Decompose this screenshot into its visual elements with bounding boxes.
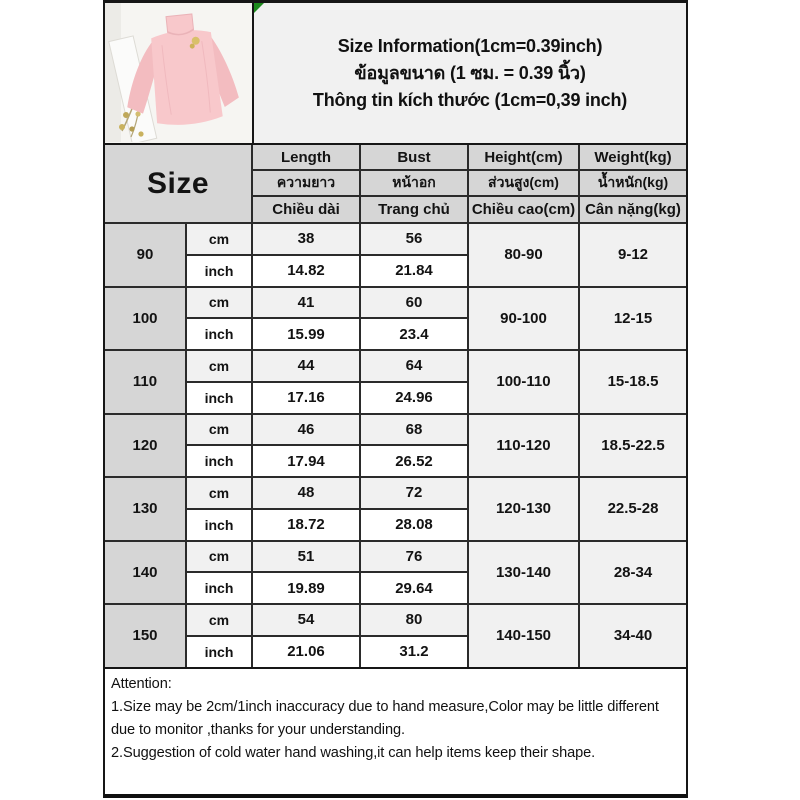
height-range-value: 140-150 — [469, 605, 578, 667]
length-cm-value: 46 — [253, 415, 359, 445]
size-table — [103, 143, 688, 669]
length-cm-value: 44 — [253, 351, 359, 381]
size-value: 130 — [105, 478, 185, 540]
col-header-length-vi: Chiều dài — [253, 197, 359, 222]
bust-cm-value: 64 — [361, 351, 467, 381]
title-vietnamese: Thông tin kích thước (1cm=0,39 inch) — [312, 89, 628, 110]
col-header-weight-th: น้ำหนัก(kg) — [580, 171, 686, 195]
col-header-bust-vi: Trang chủ — [361, 197, 467, 222]
weight-range-value: 34-40 — [580, 605, 686, 667]
bust-cm-value: 80 — [361, 605, 467, 635]
unit-label-inch: inch — [187, 383, 251, 413]
bust-inch-value: 29.64 — [361, 573, 467, 603]
length-inch-value: 18.72 — [253, 510, 359, 540]
bust-inch-value: 26.52 — [361, 446, 467, 476]
bust-cm-value: 68 — [361, 415, 467, 445]
height-range-value: 100-110 — [469, 351, 578, 413]
header-section — [103, 0, 688, 143]
weight-range-value: 15-18.5 — [580, 351, 686, 413]
unit-label-inch: inch — [187, 446, 251, 476]
height-range-value: 80-90 — [469, 224, 578, 286]
attention-line-1: 1.Size may be 2cm/1inch inaccuracy due to hand measure,Color may be little different due to monitor ,thanks for your understanding. — [111, 698, 659, 738]
weight-range-value: 28-34 — [580, 542, 686, 604]
bust-inch-value: 23.4 — [361, 319, 467, 349]
size-value: 100 — [105, 288, 185, 350]
unit-label-cm: cm — [187, 351, 251, 381]
bust-inch-value: 31.2 — [361, 637, 467, 667]
length-inch-value: 19.89 — [253, 573, 359, 603]
length-cm-value: 54 — [253, 605, 359, 635]
size-chart-sheet — [103, 0, 688, 798]
attention-line-2: 2.Suggestion of cold water hand washing,it can help items keep their shape. — [111, 744, 596, 761]
length-cm-value: 41 — [253, 288, 359, 318]
length-inch-value: 15.99 — [253, 319, 359, 349]
length-cm-value: 51 — [253, 542, 359, 572]
title-block — [254, 3, 686, 143]
col-header-weight-en: Weight(kg) — [580, 145, 686, 169]
length-cm-value: 48 — [253, 478, 359, 508]
unit-label-cm: cm — [187, 542, 251, 572]
col-header-height-th: ส่วนสูง(cm) — [469, 171, 578, 195]
length-inch-value: 14.82 — [253, 256, 359, 286]
col-header-length-en: Length — [253, 145, 359, 169]
title-english: Size Information(1cm=0.39inch) — [337, 35, 603, 56]
unit-label-cm: cm — [187, 478, 251, 508]
bust-inch-value: 24.96 — [361, 383, 467, 413]
size-column-header: Size — [105, 145, 251, 222]
height-range-value: 110-120 — [469, 415, 578, 477]
bust-cm-value: 56 — [361, 224, 467, 254]
unit-label-inch: inch — [187, 573, 251, 603]
col-header-height-vi: Chiều cao(cm) — [469, 197, 578, 222]
weight-range-value: 9-12 — [580, 224, 686, 286]
unit-label-inch: inch — [187, 510, 251, 540]
attention-notes — [103, 669, 688, 798]
unit-label-cm: cm — [187, 415, 251, 445]
bust-cm-value: 76 — [361, 542, 467, 572]
col-header-weight-vi: Cân nặng(kg) — [580, 197, 686, 222]
weight-range-value: 18.5-22.5 — [580, 415, 686, 477]
bust-inch-value: 28.08 — [361, 510, 467, 540]
length-inch-value: 21.06 — [253, 637, 359, 667]
bust-inch-value: 21.84 — [361, 256, 467, 286]
weight-range-value: 22.5-28 — [580, 478, 686, 540]
unit-label-inch: inch — [187, 256, 251, 286]
height-range-value: 130-140 — [469, 542, 578, 604]
unit-label-inch: inch — [187, 637, 251, 667]
green-corner-marker-icon — [254, 3, 264, 13]
size-value: 140 — [105, 542, 185, 604]
size-value: 120 — [105, 415, 185, 477]
product-photo — [105, 3, 254, 143]
col-header-height-en: Height(cm) — [469, 145, 578, 169]
bust-cm-value: 60 — [361, 288, 467, 318]
size-value: 150 — [105, 605, 185, 667]
title-thai: ข้อมูลขนาด (1 ซม. = 0.39 นิ้ว) — [354, 62, 586, 83]
bust-cm-value: 72 — [361, 478, 467, 508]
length-cm-value: 38 — [253, 224, 359, 254]
col-header-bust-th: หน้าอก — [361, 171, 467, 195]
length-inch-value: 17.16 — [253, 383, 359, 413]
unit-label-inch: inch — [187, 319, 251, 349]
size-value: 90 — [105, 224, 185, 286]
length-inch-value: 17.94 — [253, 446, 359, 476]
pink-shirt-photo-illustration — [105, 3, 252, 142]
unit-label-cm: cm — [187, 288, 251, 318]
col-header-bust-en: Bust — [361, 145, 467, 169]
height-range-value: 120-130 — [469, 478, 578, 540]
size-value: 110 — [105, 351, 185, 413]
col-header-length-th: ความยาว — [253, 171, 359, 195]
height-range-value: 90-100 — [469, 288, 578, 350]
unit-label-cm: cm — [187, 224, 251, 254]
unit-label-cm: cm — [187, 605, 251, 635]
weight-range-value: 12-15 — [580, 288, 686, 350]
attention-label: Attention: — [111, 675, 172, 692]
